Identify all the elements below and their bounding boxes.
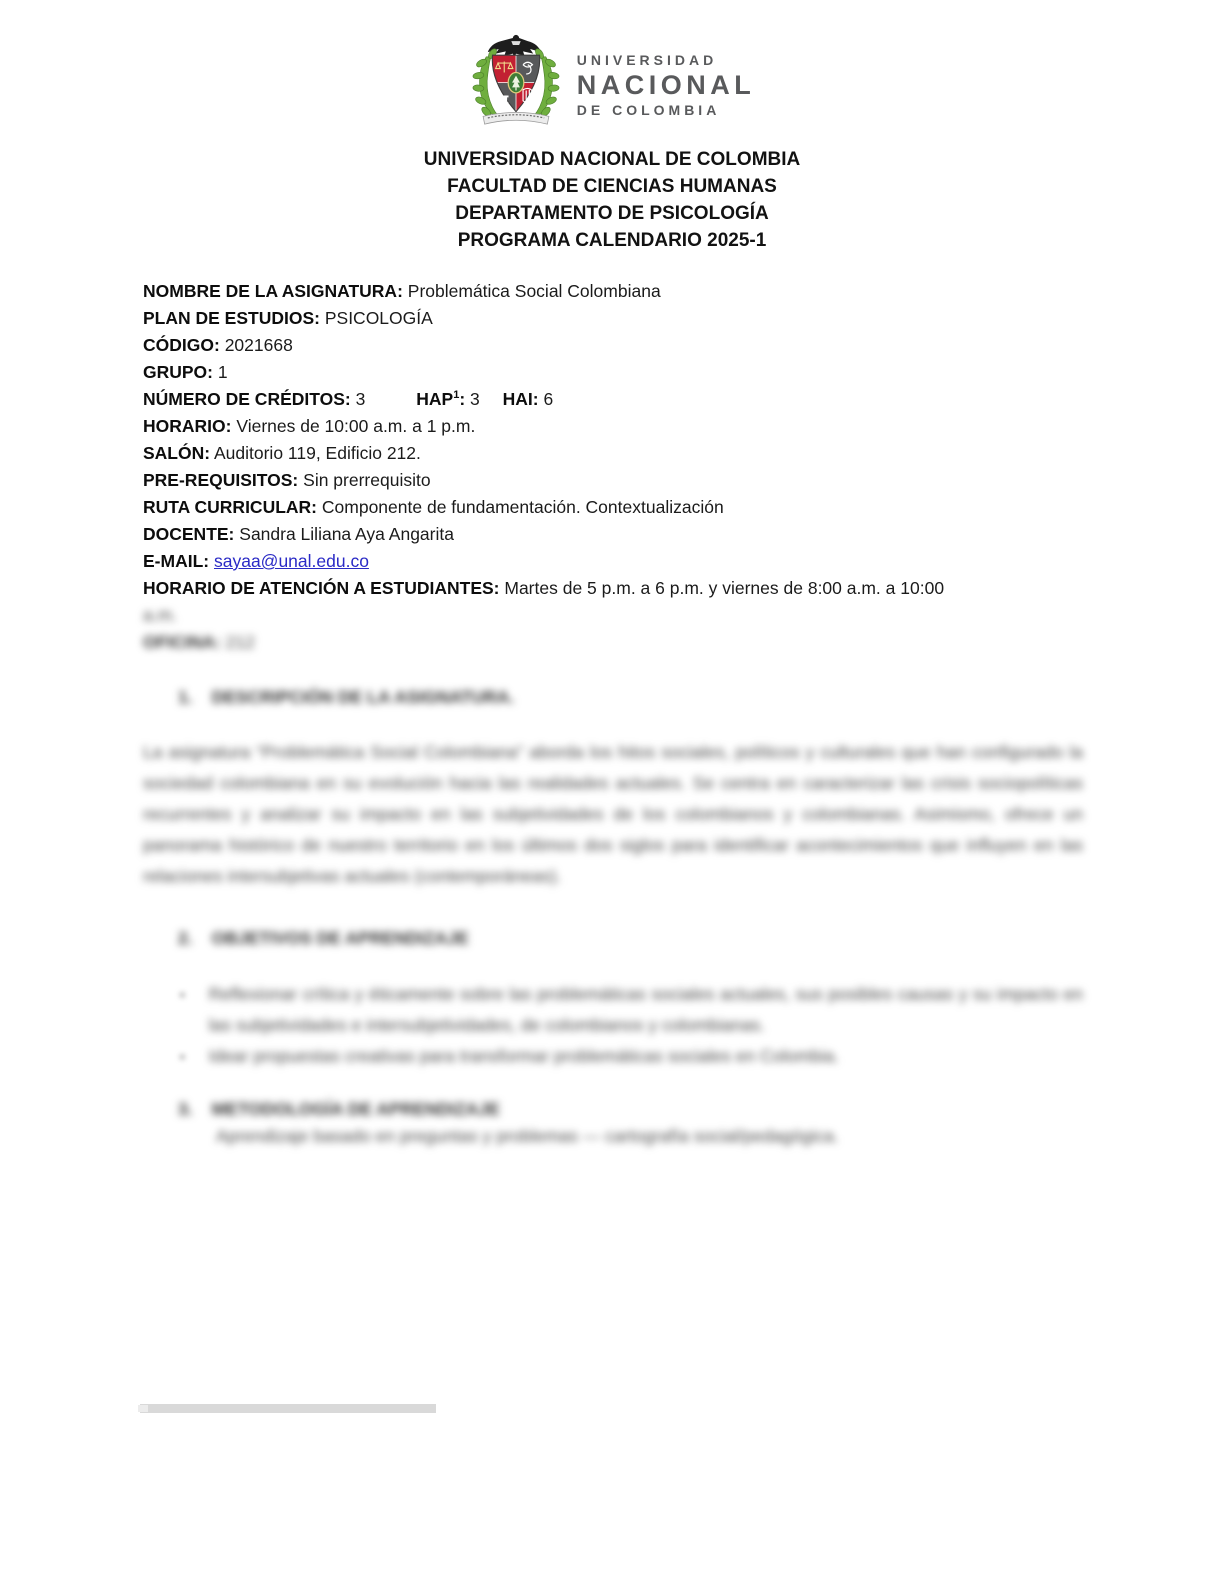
email-line: [143, 548, 1083, 575]
section1-title: DESCRIPCIÓN DE LA ASIGNATURA.: [211, 687, 515, 707]
hap-value: 3: [470, 389, 480, 409]
curricular-route-value: Componente de fundamentación. Contextualización: [321, 497, 724, 517]
hap-footnote-mark: 1: [453, 389, 460, 402]
university-logo: [0, 0, 1224, 137]
office-hours-line: [143, 575, 1083, 602]
unal-crest-icon: [469, 33, 563, 137]
section3-heading-blurred: [178, 1096, 1083, 1123]
objective-text: Idear propuestas creativas para transformar problemáticas sociales en Colombia.: [208, 1046, 839, 1066]
section3-title: METODOLOGÍA DE APRENDIZAJE: [211, 1099, 500, 1119]
hai-label: HAI:: [502, 389, 539, 409]
section2-heading-blurred: [178, 925, 1083, 952]
wordmark-line-de-colombia: DE COLOMBIA: [576, 102, 721, 118]
bullet-icon: ▪: [180, 1049, 185, 1064]
course-name-value: Problemática Social Colombiana: [407, 281, 661, 301]
course-name-label: NOMBRE DE LA ASIGNATURA:: [143, 281, 403, 301]
section2-number: 2.: [178, 928, 193, 948]
office-line-blurred: [143, 629, 1083, 656]
curricular-route-line: [143, 494, 1083, 521]
room-label: SALÓN:: [143, 443, 211, 463]
email-link[interactable]: sayaa@unal.edu.co: [213, 551, 369, 571]
course-info-block: [143, 278, 1083, 1150]
section1-paragraph-blurred: La asignatura “Problemática Social Colombiana” aborda los hitos sociales, políticos y culturales que han configurado la sociedad colombiana en su evolución hacia las realidades actuales. Se centra en caracterizar las crisis sociopolíticas recurrentes y analizar su impacto en las subjetividades de los colombianos y colombianas. Asimismo, ofrece un panorama histórico de nuestro territorio en los últimos dos siglos para identificar acontecimientos que influyen en las relaciones intersubjetivas actuales (contemporáneas).: [143, 742, 1083, 886]
wordmark-line-nacional: NACIONAL: [576, 70, 756, 100]
prerequisites-label: PRE-REQUISITOS:: [143, 470, 299, 490]
code-value: 2021668: [224, 335, 293, 355]
schedule-label: HORARIO:: [143, 416, 232, 436]
objectives-list-blurred: [143, 979, 1083, 1072]
code-line: [143, 332, 1083, 359]
plan-line: [143, 305, 1083, 332]
office-value-blurred: 212: [225, 632, 255, 652]
section2-title: OBJETIVOS DE APRENDIZAJE: [211, 928, 469, 948]
title-program: PROGRAMA CALENDARIO 2025-1: [457, 230, 767, 251]
group-line: [143, 359, 1083, 386]
credits-line: [143, 386, 1083, 413]
prerequisites-line: [143, 467, 1083, 494]
title-department: DEPARTAMENTO DE PSICOLOGÍA: [455, 203, 769, 224]
title-faculty: FACULTAD DE CIENCIAS HUMANAS: [447, 176, 777, 197]
teacher-label: DOCENTE:: [143, 524, 235, 544]
office-hours-label: HORARIO DE ATENCIÓN A ESTUDIANTES:: [143, 578, 500, 598]
objective-item: [180, 979, 1083, 1041]
svg-text:π: π: [497, 89, 510, 108]
bullet-icon: ▪: [180, 987, 185, 1002]
section3-number: 3.: [178, 1099, 193, 1119]
group-value: 1: [217, 362, 228, 382]
email-label: E-MAIL:: [143, 551, 210, 571]
unal-wordmark: [577, 53, 756, 117]
objective-text: Reflexionar crítica y éticamente sobre las problemáticas sociales actuales, sus posibles causas y su impacto en las subjetividades e intersubjetividades, de colombianos y colombianas.: [208, 984, 1083, 1035]
section1-heading-blurred: [178, 684, 1083, 711]
plan-label: PLAN DE ESTUDIOS:: [143, 308, 320, 328]
credits-value: 3: [355, 389, 366, 409]
course-name-line: [143, 278, 1083, 305]
room-line: [143, 440, 1083, 467]
schedule-value: Viernes de 10:00 a.m. a 1 p.m.: [236, 416, 476, 436]
prerequisites-value: Sin prerrequisito: [303, 470, 431, 490]
title-university: UNIVERSIDAD NACIONAL DE COLOMBIA: [423, 149, 801, 170]
room-value: Auditorio 119, Edificio 212.: [213, 443, 421, 463]
section3-text-blurred: Aprendizaje basado en preguntas y problemas — cartografía social/pedagógica.: [216, 1126, 839, 1146]
hai-value: 6: [543, 389, 554, 409]
teacher-value: Sandra Liliana Aya Angarita: [239, 524, 454, 544]
hap-label: HAP$^1$:: [416, 389, 466, 409]
credits-label: NÚMERO DE CRÉDITOS:: [143, 389, 351, 409]
curricular-route-label: RUTA CURRICULAR:: [143, 497, 318, 517]
wordmark-line-universidad: UNIVERSIDAD: [576, 52, 718, 68]
objective-item: [180, 1041, 1083, 1072]
code-label: CÓDIGO:: [143, 335, 220, 355]
document-title-block: [0, 146, 1224, 254]
section1-number: 1.: [178, 687, 193, 707]
office-hours-value: Martes de 5 p.m. a 6 p.m. y viernes de 8:00 a.m. a 10:00: [504, 578, 945, 598]
schedule-line: [143, 413, 1083, 440]
plan-value: PSICOLOGÍA: [324, 308, 433, 328]
office-hours-continuation-blurred: a.m.: [143, 605, 178, 625]
group-label: GRUPO:: [143, 362, 213, 382]
footnote-bar-blurred: [140, 1404, 436, 1413]
teacher-line: [143, 521, 1083, 548]
office-label-blurred: OFICINA:: [143, 632, 221, 652]
